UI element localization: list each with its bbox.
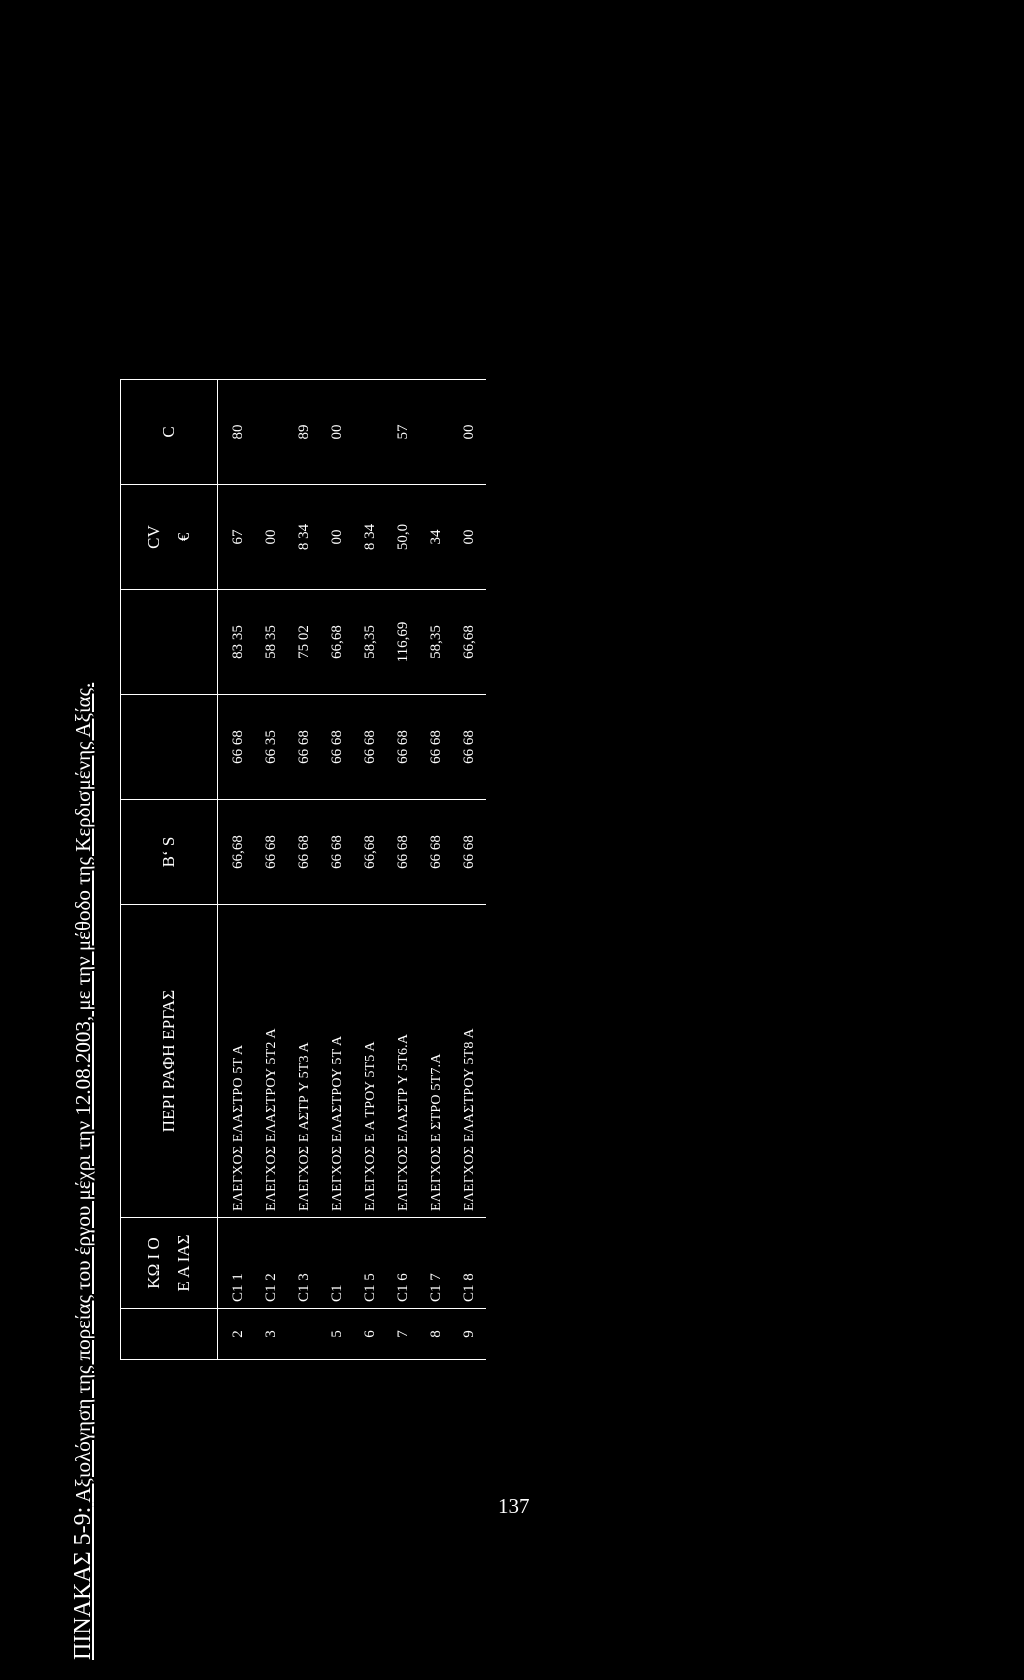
table-row [453,380,486,1360]
value-cell: 75 02 [288,590,321,695]
table-row [354,380,387,1360]
value-cell: 66 68 [387,800,420,905]
value-cell [255,380,288,485]
value-cell: 00 [453,380,486,485]
value-cell: 80 [218,380,256,485]
row-number: 8 [420,1309,453,1360]
value-cell: 66 68 [354,695,387,800]
value-cell: 8 34 [354,485,387,590]
header-cell: ΠΕΡΙ ΡΑΦΗ ΕΡΓΑΣ [121,905,218,1218]
value-cell: 58,35 [420,590,453,695]
value-cell: 34 [420,485,453,590]
value-cell: 00 [255,485,288,590]
value-cell: 58,35 [354,590,387,695]
row-number [288,1309,321,1360]
task-description: ΕΛΕΓΧΟΣ Ε ΑΣΤΡ Υ 5Τ3 Α [288,905,321,1218]
row-number: 3 [255,1309,288,1360]
value-cell [420,380,453,485]
value-cell: 66,68 [453,590,486,695]
value-cell: 83 35 [218,590,256,695]
value-cell: 89 [288,380,321,485]
row-number: 2 [218,1309,256,1360]
task-description: ΕΛΕΓΧΟΣ ΕΛΑΣΤΡ Υ 5Τ6.Α [387,905,420,1218]
value-cell: 116,69 [387,590,420,695]
value-cell: 50,0 [387,485,420,590]
table-row [420,380,453,1360]
header-cell [121,695,218,800]
value-cell: 66 68 [288,800,321,905]
value-cell: 00 [321,485,354,590]
value-cell [354,380,387,485]
value-cell: 66 35 [255,695,288,800]
table-row [321,380,354,1360]
task-description: ΕΛΕΓΧΟΣ Ε Α ΤΡΟΥ 5Τ5 Α [354,905,387,1218]
task-code: C1 5 [354,1218,387,1309]
page-number: 137 [498,1494,530,1518]
value-cell: 66 68 [321,800,354,905]
task-code: C1 8 [453,1218,486,1309]
task-code: C1 2 [255,1218,288,1309]
task-description: ΕΛΕΓΧΟΣ ΕΛΑΣΤΡΟ 5Τ Α [218,905,256,1218]
table-row [288,380,321,1360]
value-cell: 8 34 [288,485,321,590]
value-cell: 66 68 [288,695,321,800]
evm-table [120,379,486,1360]
row-number: 5 [321,1309,354,1360]
table-row [387,380,420,1360]
header-cell: CV € [121,485,218,590]
value-cell: 66,68 [354,800,387,905]
value-cell: 66 68 [453,695,486,800]
table-caption [70,683,97,1660]
value-cell: 00 [453,485,486,590]
value-cell: 66,68 [218,800,256,905]
value-cell: 66 68 [255,800,288,905]
value-cell: 00 [321,380,354,485]
header-cell: Βʻ S [121,800,218,905]
task-description: ΕΛΕΓΧΟΣ Ε ΣΤΡΟ 5Τ7.Α [420,905,453,1218]
task-description: ΕΛΕΓΧΟΣ ΕΛΑΣΤΡΟΥ 5Τ2 Α [255,905,288,1218]
header-cell: ΚΩ Ι Ο Ε Α ΙΑΣ [121,1218,218,1309]
table-caption-label: ΠΙΝΑΚΑΣ 5-9: [70,1506,96,1660]
rotated-page-content [70,200,490,1680]
header-cell [121,590,218,695]
table-row [255,380,288,1360]
value-cell: 66 68 [218,695,256,800]
task-code: C1 1 [218,1218,256,1309]
value-cell: 67 [218,485,256,590]
table-caption-text: Αξιολόγηση της πορείας του έργου μέχρι την 12.08.2003, με την μέθοδο της Κερδισμένης Αξίας. [71,682,95,1503]
value-cell: 58 35 [255,590,288,695]
task-description: ΕΛΕΓΧΟΣ ΕΛΑΣΤΡΟΥ 5Τ Α [321,905,354,1218]
row-number: 7 [387,1309,420,1360]
header-cell: C [121,380,218,485]
header-cell [121,1309,218,1360]
value-cell: 66 68 [420,695,453,800]
task-code: C1 [321,1218,354,1309]
value-cell: 66 68 [387,695,420,800]
task-description: ΕΛΕΓΧΟΣ ΕΛΑΣΤΡΟΥ 5Τ8 Α [453,905,486,1218]
value-cell: 57 [387,380,420,485]
row-number: 9 [453,1309,486,1360]
task-code: C1 6 [387,1218,420,1309]
value-cell: 66 68 [321,695,354,800]
value-cell: 66 68 [453,800,486,905]
table-row [218,380,256,1360]
value-cell: 66,68 [321,590,354,695]
value-cell: 66 68 [420,800,453,905]
task-code: C1 3 [288,1218,321,1309]
table-header-row [121,380,218,1360]
row-number: 6 [354,1309,387,1360]
task-code: C1 7 [420,1218,453,1309]
